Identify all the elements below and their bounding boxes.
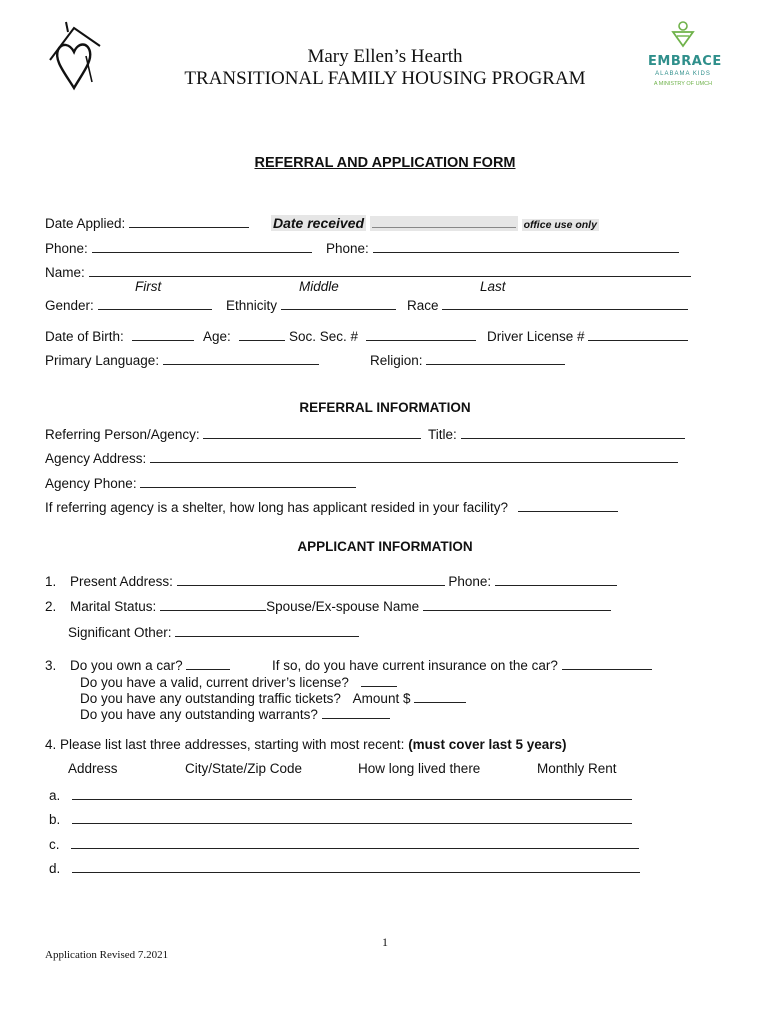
address-row-c [49,835,639,852]
phone-row [45,239,312,256]
age-row [203,327,285,344]
name-label: Name: [45,265,85,280]
race-label: Race [407,298,439,313]
address-row-d [49,859,640,876]
race-row [407,296,688,313]
race-field[interactable] [442,296,688,310]
gender-row [45,296,212,313]
date-applied-row [45,214,249,231]
ssn-field[interactable] [366,327,476,341]
agency-address-field[interactable] [150,449,678,463]
warrants-field[interactable] [322,705,390,719]
insurance-field[interactable] [562,656,652,670]
ethnicity-field[interactable] [281,296,396,310]
applicant-heading: APPLICANT INFORMATION [297,539,473,554]
q1-label: Present Address: [70,574,173,589]
embrace-emblem-icon [668,20,698,50]
address-field-c[interactable] [71,835,639,849]
own-car-field[interactable] [186,656,230,670]
phone2-row [326,239,679,256]
q2-label: Marital Status: [70,599,157,614]
revision-note: Application Revised 7.2021 [45,949,169,961]
address-row-b [49,810,632,827]
embrace-word: EMBRACE [648,54,722,69]
amount-label: Amount $ [352,691,411,706]
date-received-row [271,214,599,231]
q1-phone-label: Phone: [448,574,492,589]
insurance-label: If so, do you have current insurance on the car? [272,658,558,673]
ssn-row [289,327,476,344]
gender-label: Gender: [45,298,94,313]
title-field[interactable] [461,425,685,439]
first-label: First [135,279,162,294]
religion-label: Religion: [370,353,423,368]
shelter-field[interactable] [518,498,618,512]
age-field[interactable] [239,327,285,341]
phone-label: Phone: [45,241,88,256]
name-row [45,263,691,280]
agency-address-row [45,449,678,466]
address-field-b[interactable] [72,810,632,824]
date-applied-label: Date Applied: [45,216,126,231]
q4-label: 4. Please list last three addresses, starting with most recent: [45,737,405,752]
q3-number: 3. [45,658,57,673]
col-address: Address [68,761,118,776]
language-label: Primary Language: [45,353,160,368]
license-field[interactable] [588,327,688,341]
phone2-label: Phone: [326,241,369,256]
embrace-sub2: A MINISTRY OF UMCH [653,81,713,87]
warrants-label: Do you have any outstanding warrants? [80,707,318,722]
phone-field[interactable] [92,239,312,253]
referring-field[interactable] [203,425,421,439]
ethnicity-row [226,296,396,313]
agency-phone-label: Agency Phone: [45,476,137,491]
last-label: Last [480,279,506,294]
amount-field[interactable] [414,689,466,703]
name-field[interactable] [89,263,691,277]
age-label: Age: [203,329,231,344]
address-row-a [49,786,632,803]
embrace-sub1: ALABAMA KIDS [655,71,711,77]
program-title: TRANSITIONAL FAMILY HOUSING PROGRAM [184,68,586,89]
language-row [45,351,319,368]
row-label: c. [49,837,60,852]
dob-row [45,327,194,344]
q3-row [45,656,230,673]
religion-row [370,351,565,368]
dob-field[interactable] [132,327,194,341]
tickets-label: Do you have any outstanding traffic tickets? [80,691,341,706]
referring-row [45,425,421,442]
sig-other-label: Significant Other: [68,625,172,640]
q2-row [45,597,611,614]
col-rent: Monthly Rent [537,761,617,776]
row-label: d. [49,861,61,876]
sig-other-row [68,623,359,640]
org-name: Mary Ellen’s Hearth [307,46,463,67]
q2-number: 2. [45,599,57,614]
license-q-field[interactable] [361,673,397,687]
q3-label: Do you own a car? [70,658,183,673]
title-label: Title: [428,427,457,442]
tickets-row [80,689,466,706]
sig-other-field[interactable] [175,623,359,637]
title-row [428,425,685,442]
page-number: 1 [382,935,388,949]
marital-status-field[interactable] [160,597,266,611]
license-q-row [80,673,397,690]
language-field[interactable] [163,351,319,365]
license-row [487,327,688,344]
row-label: b. [49,812,61,827]
q1-number: 1. [45,574,57,589]
spouse-field[interactable] [423,597,611,611]
religion-field[interactable] [426,351,565,365]
warrants-row [80,705,390,722]
row-label: a. [49,788,61,803]
shelter-question: If referring agency is a shelter, how long has applicant resided in your facility? [45,500,509,515]
insurance-row [272,656,652,673]
q4-bold-note: (must cover last 5 years) [408,737,567,752]
phone2-field[interactable] [373,239,679,253]
col-city: City/State/Zip Code [185,761,303,776]
agency-phone-field[interactable] [140,474,356,488]
ssn-label: Soc. Sec. # [289,329,359,344]
spouse-label: Spouse/Ex-spouse Name [266,599,420,614]
col-duration: How long lived there [358,761,481,776]
dob-label: Date of Birth: [45,329,124,344]
form-title: REFERRAL AND APPLICATION FORM [254,155,516,171]
q1-phone-field[interactable] [495,572,617,586]
q4-row [45,737,567,752]
license-q-label: Do you have a valid, current driver’s license? [80,675,349,690]
date-received-label: Date received [273,215,365,231]
office-use-label: office use only [523,219,597,231]
address-field-a[interactable] [72,786,632,800]
q1-row [45,572,617,589]
license-label: Driver License # [487,329,585,344]
embrace-logo [648,20,722,96]
agency-phone-row [45,474,356,491]
agency-address-label: Agency Address: [45,451,147,466]
referral-heading: REFERRAL INFORMATION [299,400,471,415]
date-applied-field[interactable] [129,214,249,228]
present-address-field[interactable] [177,572,445,586]
referring-label: Referring Person/Agency: [45,427,200,442]
shelter-row [45,498,618,515]
address-field-d[interactable] [72,859,640,873]
middle-label: Middle [299,279,339,294]
gender-field[interactable] [98,296,212,310]
date-received-field[interactable] [372,214,516,228]
ethnicity-label: Ethnicity [226,298,278,313]
